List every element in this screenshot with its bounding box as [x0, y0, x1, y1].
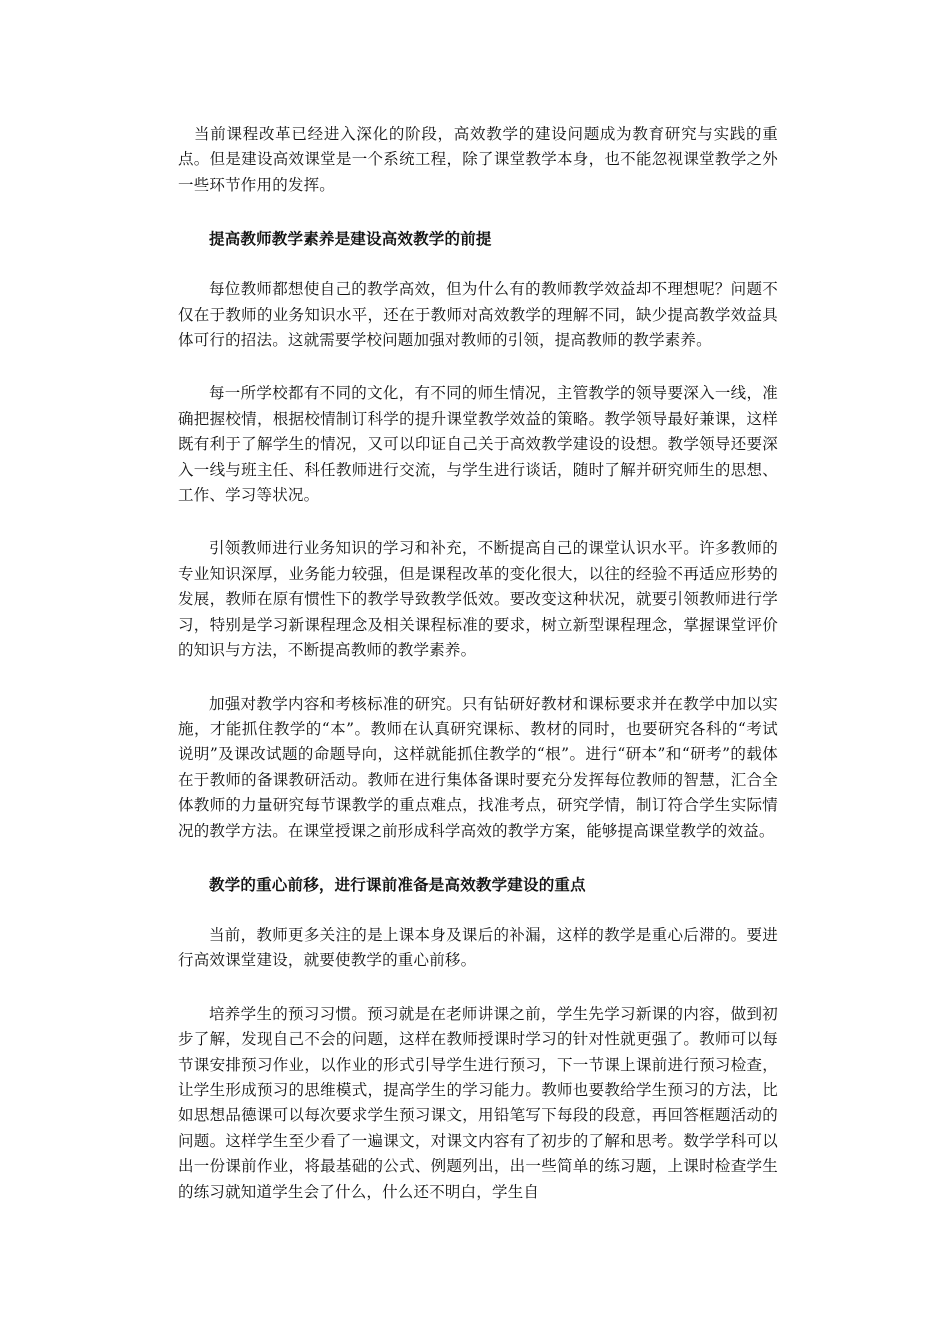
body-paragraph: 每一所学校都有不同的文化，有不同的师生情况，主管教学的领导要深入一线，准确把握校情，根据校情制订科学的提升课堂教学效益的策略。教学领导最好兼课，这样既有利于了解学生的情况，又可以印证自己关于高效教学建设的设想。教学领导还要深入一线与班主任、科任教师进行交流，与学生进行谈话，随时了解并研究师生的思想、工作、学习等状况。: [178, 384, 778, 505]
body-paragraph: 培养学生的预习习惯。预习就是在老师讲课之前，学生先学习新课的内容，做到初步了解，发现自己不会的问题，这样在教师授课时学习的针对性就更强了。教师可以每节课安排预习作业，以作业的形式引导学生进行预习，下一节课上课前进行预习检查，让学生形成预习的思维模式，提高学生的学习能力。教师也要教给学生预习的方法，比如思想品德课可以每次要求学生预习课文，用铅笔写下每段的段意，再回答框题活动的问题。这样学生至少看了一遍课文，对课文内容有了初步的了解和思考。数学学科可以出一份课前作业，将最基础的公式、例题列出，出一些简单的练习题，上课时检查学生的练习就知道学生会了什么，什么还不明白，学生自: [178, 1004, 778, 1201]
intro-paragraph: 当前课程改革已经进入深化的阶段，高效教学的建设问题成为教育研究与实践的重点。但是建设高效课堂是一个系统工程，除了课堂教学本身，也不能忽视课堂教学之外一些环节作用的发挥。: [178, 125, 778, 194]
section-heading-2: 教学的重心前移，进行课前准备是高效教学建设的重点: [209, 874, 586, 894]
document-page: [178, 122, 778, 1233]
body-paragraph: 每位教师都想使自己的教学高效，但为什么有的教师教学效益却不理想呢？问题不仅在于教师的业务知识水平，还在于教师对高效教学的理解不同，缺少提高教学效益具体可行的招法。这就需要学校问题加强对教师的引领，提高教师的教学素养。: [178, 280, 778, 350]
body-paragraph: 引领教师进行业务知识的学习和补充，不断提高自己的课堂认识水平。许多教师的专业知识深厚，业务能力较强，但是课程改革的变化很大，以往的经验不再适应形势的发展，教师在原有惯性下的教学导致教学低效。要改变这种状况，就要引领教师进行学习，特别是学习新课程理念及相关课程标准的要求，树立新型课程理念，掌握课堂评价的知识与方法，不断提高教师的教学素养。: [178, 539, 778, 660]
body-paragraph: 当前，教师更多关注的是上课本身及课后的补漏，这样的教学是重心后滞的。要进行高效课堂建设，就要使教学的重心前移。: [178, 925, 778, 970]
body-paragraph: 加强对教学内容和考核标准的研究。只有钻研好教材和课标要求并在教学中加以实施，才能抓住教学的“本”。教师在认真研究课标、教材的同时，也要研究各科的“考试说明”及课改试题的命题导向，这样就能抓住教学的“根”。进行“研本”和“研考”的载体在于教师的备课教研活动。教师在进行集体备课时要充分发挥每位教师的智慧，汇合全体教师的力量研究每节课教学的重点难点，找准考点，研究学情，制订符合学生实际情况的教学方法。在课堂授课之前形成科学高效的教学方案，能够提高课堂教学的效益。: [178, 694, 778, 840]
section-heading-1: 提高教师教学素养是建设高效教学的前提: [209, 229, 492, 249]
